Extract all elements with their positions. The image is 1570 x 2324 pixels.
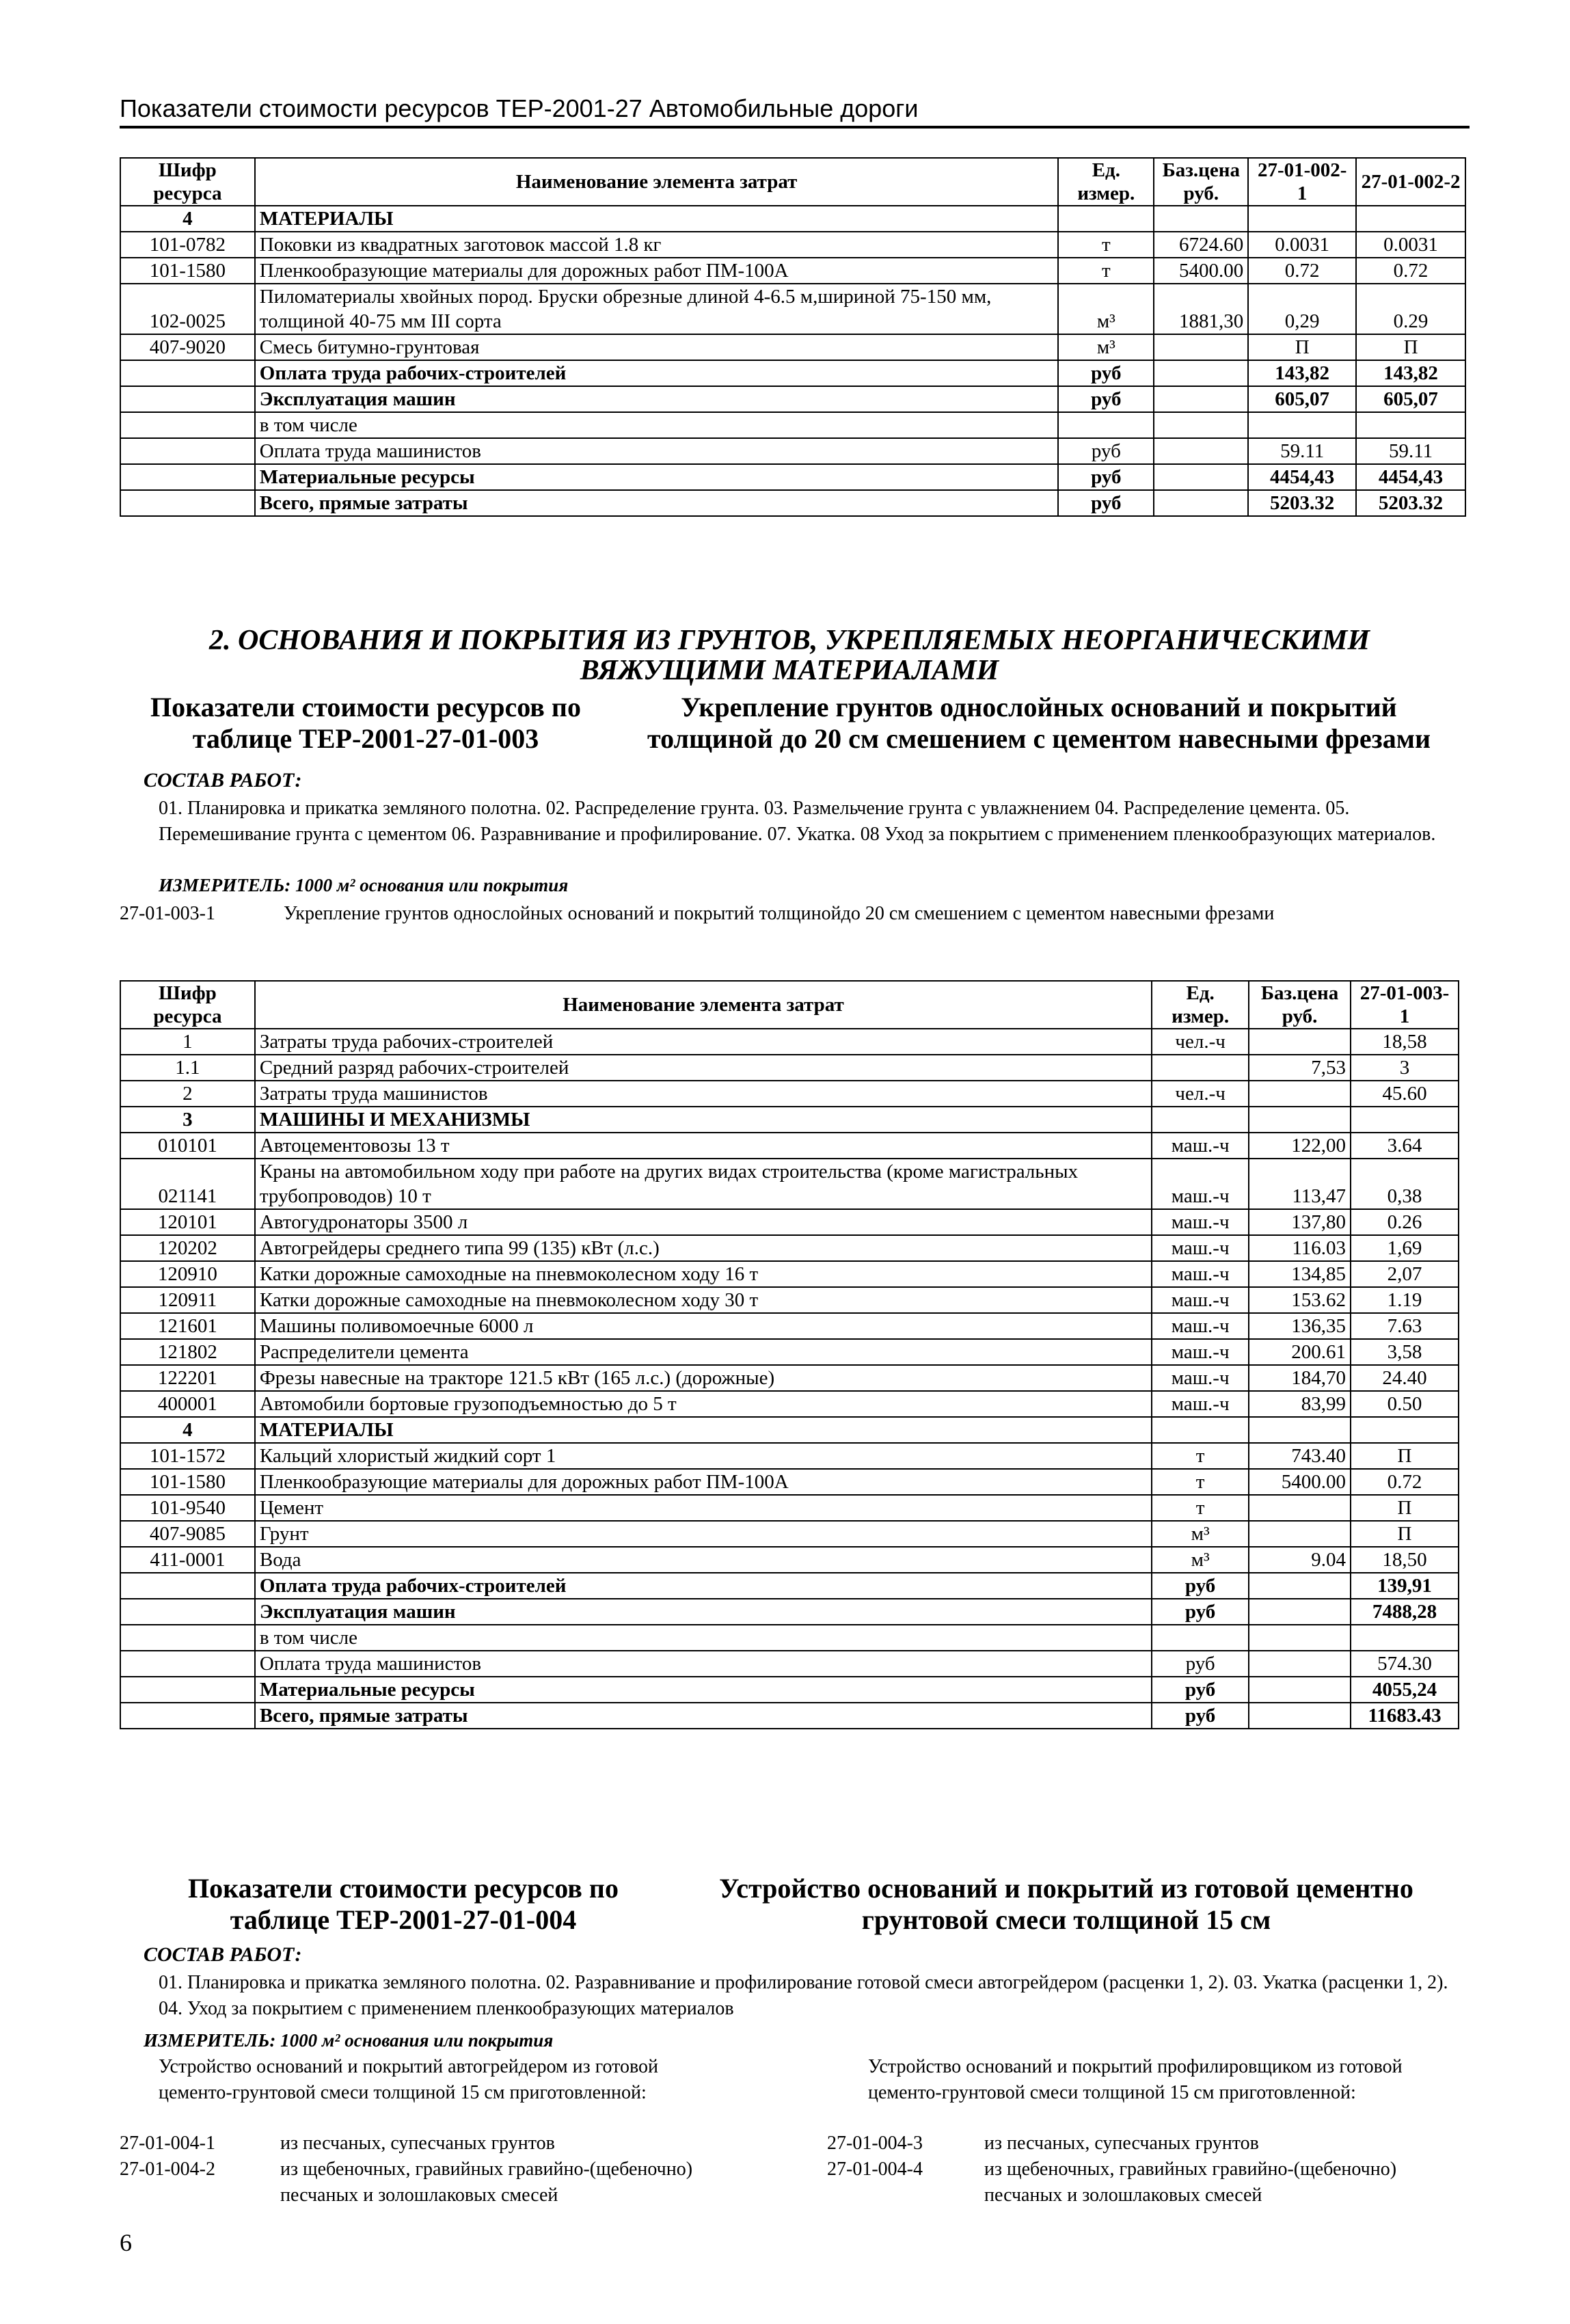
rate-description: из песчаных, супесчаных грунтов — [984, 2133, 1259, 2154]
header-rule — [120, 126, 1470, 129]
cell-name: Автоцементовозы 13 т — [255, 1133, 1152, 1159]
table-row — [120, 490, 1465, 516]
cell-norm-1: 45.60 — [1351, 1081, 1459, 1107]
cell-unit: маш.-ч — [1152, 1133, 1249, 1159]
cell-code: 1.1 — [120, 1055, 255, 1081]
cell-norm-1: 0.50 — [1351, 1391, 1459, 1417]
cell-unit: чел.-ч — [1152, 1029, 1249, 1055]
table-row — [120, 1313, 1459, 1339]
cell-price — [1154, 412, 1248, 438]
izmeritel: ИЗМЕРИТЕЛЬ: 1000 м² основания или покрытия — [144, 2030, 554, 2051]
cell-norm-1: 3 — [1351, 1055, 1459, 1081]
cell-unit: м³ — [1152, 1521, 1249, 1547]
cell-price: 116.03 — [1249, 1235, 1351, 1261]
cell-name: Всего, прямые затраты — [255, 490, 1059, 516]
cell-norm-1: 0.72 — [1248, 258, 1356, 284]
table-row — [120, 258, 1465, 284]
rate-description: из щебеночных, гравийных гравийно-(щебеночно) песчаных и золошлаковых смесей — [984, 2159, 1397, 2206]
cell-price — [1249, 1625, 1351, 1651]
cell-code — [120, 1703, 255, 1729]
cell-norm-2: 143,82 — [1356, 360, 1465, 386]
cell-norm-1: 0.26 — [1351, 1209, 1459, 1235]
cell-name: Фрезы навесные на тракторе 121.5 кВт (165 л.с.) (дорожные) — [255, 1365, 1152, 1391]
cell-price — [1249, 1029, 1351, 1055]
cell-code — [120, 360, 255, 386]
table-row — [120, 1599, 1459, 1625]
cell-price — [1154, 438, 1248, 464]
cell-name: Эксплуатация машин — [255, 386, 1059, 412]
cell-unit: т — [1058, 258, 1154, 284]
sostav-label: СОСТАВ РАБОТ: — [144, 769, 302, 792]
col-price: Баз.цена руб. — [1154, 158, 1248, 206]
cell-unit: маш.-ч — [1152, 1365, 1249, 1391]
cell-price: 153.62 — [1249, 1287, 1351, 1313]
cell-name: МАШИНЫ И МЕХАНИЗМЫ — [255, 1107, 1152, 1133]
cell-code — [120, 412, 255, 438]
cell-name: Поковки из квадратных заготовок массой 1.8 кг — [255, 232, 1059, 258]
cell-norm-1: 0.72 — [1351, 1469, 1459, 1495]
cell-price — [1249, 1107, 1351, 1133]
cell-norm-1: 574.30 — [1351, 1651, 1459, 1677]
cell-price: 184,70 — [1249, 1365, 1351, 1391]
cell-code: 400001 — [120, 1391, 255, 1417]
cell-norm-1: 18,50 — [1351, 1547, 1459, 1573]
table-row — [120, 1417, 1459, 1443]
table-row — [120, 1495, 1459, 1521]
col-norm-1: 27-01-002-1 — [1248, 158, 1356, 206]
cell-unit — [1058, 412, 1154, 438]
cell-code: 121802 — [120, 1339, 255, 1365]
cell-norm-2: 0.0031 — [1356, 232, 1465, 258]
cell-norm-1 — [1351, 1625, 1459, 1651]
cell-code — [120, 1677, 255, 1703]
cell-unit: т — [1152, 1443, 1249, 1469]
rate-code: 27-01-004-4 — [827, 2159, 923, 2180]
cell-norm-1: 24.40 — [1351, 1365, 1459, 1391]
cell-unit: руб — [1152, 1599, 1249, 1625]
cell-price: 134,85 — [1249, 1261, 1351, 1287]
cell-name: Краны на автомобильном ходу при работе на других видах строительства (кроме магистральных трубопроводов) 10 т — [255, 1159, 1152, 1209]
cell-name: Всего, прямые затраты — [255, 1703, 1152, 1729]
table-row — [120, 334, 1465, 360]
table-row — [120, 1365, 1459, 1391]
cell-name: Затраты труда рабочих-строителей — [255, 1029, 1152, 1055]
cell-code — [120, 464, 255, 490]
cell-code: 101-9540 — [120, 1495, 255, 1521]
page-number: 6 — [120, 2229, 132, 2256]
cell-price: 6724.60 — [1154, 232, 1248, 258]
cell-code: 021141 — [120, 1159, 255, 1209]
cell-norm-2: П — [1356, 334, 1465, 360]
cell-price — [1154, 490, 1248, 516]
rate-description: из щебеночных, гравийных гравийно-(щебеночно) песчаных и золошлаковых смесей — [280, 2159, 693, 2206]
cell-unit: руб — [1152, 1703, 1249, 1729]
table-row — [120, 464, 1465, 490]
cell-norm-1: 2,07 — [1351, 1261, 1459, 1287]
cell-norm-2: 59.11 — [1356, 438, 1465, 464]
cell-name: Цемент — [255, 1495, 1152, 1521]
cell-name: Пиломатериалы хвойных пород. Бруски обрезные длиной 4-6.5 м,шириной 75-150 мм, толщиной 40-75 мм III сорта — [255, 284, 1059, 334]
table-title-004: Устройство оснований и покрытий из готовой цементно грунтовой смеси толщиной 15 см — [719, 1873, 1413, 1935]
rate-code: 27-01-004-1 — [120, 2133, 215, 2154]
table-row — [120, 1677, 1459, 1703]
col-norm-2: 27-01-002-2 — [1356, 158, 1465, 206]
col-code: Шифр ресурса — [120, 981, 255, 1029]
cell-name: МАТЕРИАЛЫ — [255, 206, 1059, 232]
table-header — [120, 981, 1459, 1029]
cell-unit: маш.-ч — [1152, 1287, 1249, 1313]
cell-name: Катки дорожные самоходные на пневмоколесном ходу 16 т — [255, 1261, 1152, 1287]
cell-norm-1: 0,29 — [1248, 284, 1356, 334]
cell-code: 2 — [120, 1081, 255, 1107]
cell-code: 407-9020 — [120, 334, 255, 360]
cell-code: 101-1580 — [120, 1469, 255, 1495]
cell-price — [1249, 1495, 1351, 1521]
cell-price: 5400.00 — [1249, 1469, 1351, 1495]
col2-intro: Устройство оснований и покрытий профилировщиком из готовой цементо-грунтовой смеси толщиной 15 см приготовленной: — [868, 2056, 1403, 2103]
cell-unit: руб — [1058, 360, 1154, 386]
cell-unit: руб — [1152, 1677, 1249, 1703]
col-name: Наименование элемента затрат — [255, 158, 1059, 206]
cell-norm-1: 3.64 — [1351, 1133, 1459, 1159]
cell-norm-1: 139,91 — [1351, 1573, 1459, 1599]
sostav-text: 01. Планировка и прикатка земляного полотна. 02. Распределение грунта. 03. Размельчение грунта с увлажнением 04. Распределение цемента. 05. Перемешивание грунта с цементом 06. Разравнивание и профилирование. 07. Укатка. 08 Уход за покрытием с применением пленкообразующих материалов. — [159, 798, 1436, 845]
rate-code: 27-01-004-3 — [827, 2133, 923, 2154]
cell-norm-1: П — [1351, 1495, 1459, 1521]
cell-norm-2 — [1356, 412, 1465, 438]
cell-price: 83,99 — [1249, 1391, 1351, 1417]
cell-name: Пленкообразующие материалы для дорожных работ ПМ-100А — [255, 258, 1059, 284]
col-code: Шифр ресурса — [120, 158, 255, 206]
cell-code: 120101 — [120, 1209, 255, 1235]
table-row — [120, 1107, 1459, 1133]
cell-unit: м³ — [1152, 1547, 1249, 1573]
cell-price: 136,35 — [1249, 1313, 1351, 1339]
table-row — [120, 284, 1465, 334]
section-title: 2. ОСНОВАНИЯ И ПОКРЫТИЯ ИЗ ГРУНТОВ, УКРЕПЛЯЕМЫХ НЕОРГАНИЧЕСКИМИ ВЯЖУЩИМИ МАТЕРИАЛАМИ — [208, 625, 1370, 686]
cell-name: Оплата труда машинистов — [255, 438, 1059, 464]
cell-name: Затраты труда машинистов — [255, 1081, 1152, 1107]
cell-unit: м³ — [1058, 284, 1154, 334]
cell-name: Оплата труда машинистов — [255, 1651, 1152, 1677]
cell-unit: маш.-ч — [1152, 1261, 1249, 1287]
cell-code: 1 — [120, 1029, 255, 1055]
cell-unit: маш.-ч — [1152, 1159, 1249, 1209]
table-row — [120, 1391, 1459, 1417]
cell-unit: маш.-ч — [1152, 1391, 1249, 1417]
cell-unit — [1152, 1417, 1249, 1443]
cell-unit — [1058, 206, 1154, 232]
cell-code: 101-0782 — [120, 232, 255, 258]
rate-code: 27-01-004-2 — [120, 2159, 215, 2180]
cell-code — [120, 490, 255, 516]
cell-name: Автомобили бортовые грузоподъемностью до 5 т — [255, 1391, 1152, 1417]
cell-price — [1249, 1599, 1351, 1625]
col-norm-1: 27-01-003-1 — [1351, 981, 1459, 1029]
table-row — [120, 1573, 1459, 1599]
cell-price: 122,00 — [1249, 1133, 1351, 1159]
cell-price — [1154, 386, 1248, 412]
cell-norm-1 — [1248, 412, 1356, 438]
cell-price — [1154, 206, 1248, 232]
table-ref-004: Показатели стоимости ресурсов по таблице ТЕР-2001-27-01-004 — [188, 1873, 619, 1935]
cell-price: 137,80 — [1249, 1209, 1351, 1235]
cell-price — [1249, 1573, 1351, 1599]
cell-name: Автогрейдеры среднего типа 99 (135) кВт (л.с.) — [255, 1235, 1152, 1261]
cell-price — [1249, 1703, 1351, 1729]
cell-unit: маш.-ч — [1152, 1235, 1249, 1261]
cell-price — [1154, 360, 1248, 386]
cell-price — [1154, 464, 1248, 490]
cell-code: 102-0025 — [120, 284, 255, 334]
cell-name: в том числе — [255, 1625, 1152, 1651]
cell-price — [1249, 1081, 1351, 1107]
cell-norm-2: 605,07 — [1356, 386, 1465, 412]
cell-unit: м³ — [1058, 334, 1154, 360]
rate-description: Укрепление грунтов однослойных оснований и покрытий толщинойдо 20 см смешением с цементом навесными фрезами — [284, 903, 1275, 924]
cell-price — [1249, 1521, 1351, 1547]
cell-name: МАТЕРИАЛЫ — [255, 1417, 1152, 1443]
running-header: Показатели стоимости ресурсов ТЕР-2001-27 Автомобильные дороги — [120, 94, 919, 122]
cell-name: Распределители цемента — [255, 1339, 1152, 1365]
cell-unit: руб — [1058, 490, 1154, 516]
cell-norm-1: 1,69 — [1351, 1235, 1459, 1261]
cell-norm-1: П — [1351, 1521, 1459, 1547]
cell-unit: маш.-ч — [1152, 1209, 1249, 1235]
cell-code — [120, 438, 255, 464]
cell-price: 1881,30 — [1154, 284, 1248, 334]
col-unit: Ед. измер. — [1152, 981, 1249, 1029]
resource-table-002 — [120, 157, 1466, 517]
cell-unit — [1152, 1107, 1249, 1133]
table-row — [120, 1081, 1459, 1107]
cell-name: Пленкообразующие материалы для дорожных работ ПМ-100А — [255, 1469, 1152, 1495]
cell-code: 411-0001 — [120, 1547, 255, 1573]
table-row — [120, 1133, 1459, 1159]
cell-unit: чел.-ч — [1152, 1081, 1249, 1107]
cell-norm-1: 5203.32 — [1248, 490, 1356, 516]
cell-code: 120202 — [120, 1235, 255, 1261]
table-row — [120, 438, 1465, 464]
table-row — [120, 1029, 1459, 1055]
cell-norm-1: 59.11 — [1248, 438, 1356, 464]
table-ref-003: Показатели стоимости ресурсов по таблице ТЕР-2001-27-01-003 — [150, 692, 581, 754]
cell-code: 010101 — [120, 1133, 255, 1159]
cell-name: Средний разряд рабочих-строителей — [255, 1055, 1152, 1081]
cell-name: Смесь битумно-грунтовая — [255, 334, 1059, 360]
table-row — [120, 1547, 1459, 1573]
cell-norm-1: П — [1248, 334, 1356, 360]
cell-code: 407-9085 — [120, 1521, 255, 1547]
cell-name: в том числе — [255, 412, 1059, 438]
col1-intro: Устройство оснований и покрытий автогрейдером из готовой цементо-грунтовой смеси толщиной 15 см приготовленной: — [159, 2056, 658, 2103]
cell-name: Вода — [255, 1547, 1152, 1573]
cell-name: Автогудронаторы 3500 л — [255, 1209, 1152, 1235]
cell-price: 9.04 — [1249, 1547, 1351, 1573]
cell-code: 120910 — [120, 1261, 255, 1287]
cell-norm-1 — [1351, 1107, 1459, 1133]
cell-price: 5400.00 — [1154, 258, 1248, 284]
col-price: Баз.цена руб. — [1249, 981, 1351, 1029]
cell-norm-1: П — [1351, 1443, 1459, 1469]
cell-code: 4 — [120, 206, 255, 232]
cell-code — [120, 1625, 255, 1651]
table-header — [120, 158, 1465, 206]
cell-name: Оплата труда рабочих-строителей — [255, 1573, 1152, 1599]
table-row — [120, 1261, 1459, 1287]
cell-norm-1 — [1248, 206, 1356, 232]
table-row — [120, 386, 1465, 412]
cell-norm-1: 1.19 — [1351, 1287, 1459, 1313]
table-row — [120, 1703, 1459, 1729]
cell-name: Грунт — [255, 1521, 1152, 1547]
cell-code: 122201 — [120, 1365, 255, 1391]
table-row — [120, 1625, 1459, 1651]
cell-unit: руб — [1058, 386, 1154, 412]
col-unit: Ед. измер. — [1058, 158, 1154, 206]
cell-code: 101-1572 — [120, 1443, 255, 1469]
cell-price: 7,53 — [1249, 1055, 1351, 1081]
izmeritel: ИЗМЕРИТЕЛЬ: 1000 м² основания или покрытия — [159, 875, 569, 895]
cell-norm-1: 18,58 — [1351, 1029, 1459, 1055]
table-row — [120, 360, 1465, 386]
cell-norm-1: 143,82 — [1248, 360, 1356, 386]
cell-code — [120, 1651, 255, 1677]
cell-price — [1154, 334, 1248, 360]
cell-price — [1249, 1417, 1351, 1443]
table-row — [120, 1235, 1459, 1261]
cell-name: Эксплуатация машин — [255, 1599, 1152, 1625]
cell-unit: руб — [1152, 1651, 1249, 1677]
cell-norm-2 — [1356, 206, 1465, 232]
rate-code: 27-01-003-1 — [120, 903, 215, 924]
cell-unit: руб — [1058, 438, 1154, 464]
cell-norm-2: 4454,43 — [1356, 464, 1465, 490]
cell-norm-2: 0.72 — [1356, 258, 1465, 284]
cell-unit: маш.-ч — [1152, 1339, 1249, 1365]
resource-table-003 — [120, 980, 1459, 1729]
cell-name: Материальные ресурсы — [255, 464, 1059, 490]
cell-norm-1: 4055,24 — [1351, 1677, 1459, 1703]
cell-unit: т — [1152, 1469, 1249, 1495]
cell-norm-1: 3,58 — [1351, 1339, 1459, 1365]
cell-norm-1 — [1351, 1417, 1459, 1443]
table-row — [120, 232, 1465, 258]
cell-code: 3 — [120, 1107, 255, 1133]
cell-price: 200.61 — [1249, 1339, 1351, 1365]
cell-unit: руб — [1152, 1573, 1249, 1599]
cell-code — [120, 1573, 255, 1599]
table-title-003: Укрепление грунтов однослойных оснований и покрытий толщиной до 20 см смешением с цементом навесными фрезами — [647, 692, 1431, 754]
table-row — [120, 1443, 1459, 1469]
sostav-text: 01. Планировка и прикатка земляного полотна. 02. Разравнивание и профилирование готовой смеси автогрейдером (расценки 1, 2). 03. Укатка (расценки 1, 2). 04. Уход за покрытием с применением пленкообразующих материалов — [159, 1972, 1448, 2019]
cell-code: 120911 — [120, 1287, 255, 1313]
table-row — [120, 206, 1465, 232]
cell-name: Оплата труда рабочих-строителей — [255, 360, 1059, 386]
cell-unit: маш.-ч — [1152, 1313, 1249, 1339]
table-row — [120, 412, 1465, 438]
sostav-label: СОСТАВ РАБОТ: — [144, 1943, 302, 1966]
cell-norm-1: 7488,28 — [1351, 1599, 1459, 1625]
cell-unit — [1152, 1625, 1249, 1651]
cell-norm-1: 0,38 — [1351, 1159, 1459, 1209]
cell-code — [120, 1599, 255, 1625]
cell-norm-2: 5203.32 — [1356, 490, 1465, 516]
cell-price — [1249, 1677, 1351, 1703]
table-row — [120, 1521, 1459, 1547]
cell-unit: т — [1152, 1495, 1249, 1521]
cell-norm-1: 0.0031 — [1248, 232, 1356, 258]
cell-norm-1: 11683.43 — [1351, 1703, 1459, 1729]
col-name: Наименование элемента затрат — [255, 981, 1152, 1029]
cell-code — [120, 386, 255, 412]
table-row — [120, 1469, 1459, 1495]
cell-unit: т — [1058, 232, 1154, 258]
cell-name: Катки дорожные самоходные на пневмоколесном ходу 30 т — [255, 1287, 1152, 1313]
table-row — [120, 1287, 1459, 1313]
table-row — [120, 1651, 1459, 1677]
table-row — [120, 1159, 1459, 1209]
cell-price — [1249, 1651, 1351, 1677]
cell-norm-1: 605,07 — [1248, 386, 1356, 412]
cell-norm-2: 0.29 — [1356, 284, 1465, 334]
cell-name: Материальные ресурсы — [255, 1677, 1152, 1703]
rate-description: из песчаных, супесчаных грунтов — [280, 2133, 555, 2154]
cell-unit: руб — [1058, 464, 1154, 490]
cell-code: 101-1580 — [120, 258, 255, 284]
table-row — [120, 1339, 1459, 1365]
cell-code: 4 — [120, 1417, 255, 1443]
cell-norm-1: 7.63 — [1351, 1313, 1459, 1339]
cell-price: 743.40 — [1249, 1443, 1351, 1469]
cell-name: Кальций хлористый жидкий сорт 1 — [255, 1443, 1152, 1469]
cell-name: Машины поливомоечные 6000 л — [255, 1313, 1152, 1339]
table-row — [120, 1209, 1459, 1235]
table-row — [120, 1055, 1459, 1081]
cell-unit — [1152, 1055, 1249, 1081]
cell-price: 113,47 — [1249, 1159, 1351, 1209]
cell-code: 121601 — [120, 1313, 255, 1339]
cell-norm-1: 4454,43 — [1248, 464, 1356, 490]
